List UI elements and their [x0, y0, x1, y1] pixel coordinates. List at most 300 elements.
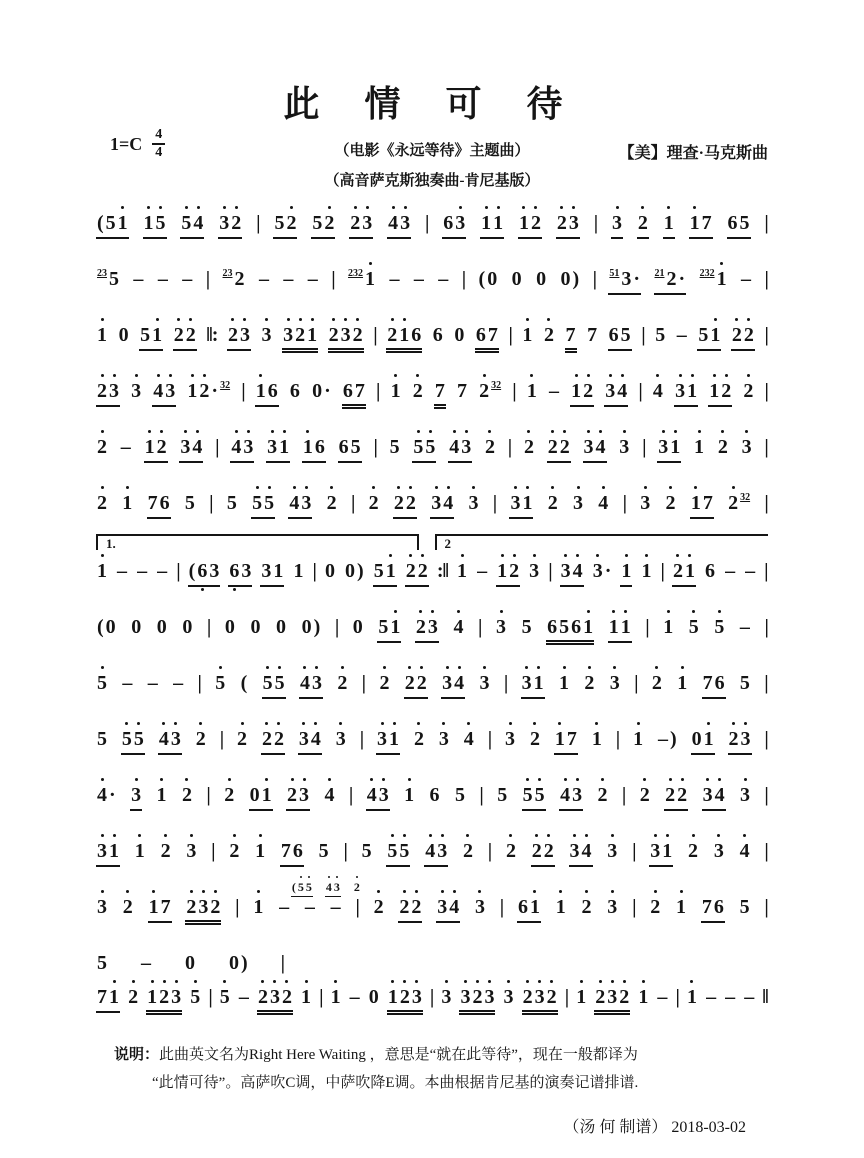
barline: | [638, 380, 642, 402]
music-line-14 [96, 952, 768, 978]
note-group: – [706, 986, 717, 1008]
barline: | [615, 728, 620, 750]
barline: | [373, 436, 377, 458]
note-group: 1 2 [144, 436, 168, 463]
note-group: – [117, 560, 128, 582]
note-group: 2 [505, 840, 516, 862]
volta-brackets [96, 534, 768, 550]
note-group: 3 1 [96, 840, 120, 867]
note-group: 232 1 [348, 268, 376, 290]
note-group: 3 1 [376, 728, 400, 755]
note-group: – [122, 672, 133, 694]
note-group: – [330, 896, 341, 918]
note-group: 2 2 [393, 492, 417, 519]
note-group: 5 1 [697, 324, 721, 351]
note-group: 1 [122, 492, 133, 514]
barline: | [764, 560, 768, 582]
note-group: – [279, 896, 290, 918]
note-group: 2 [337, 672, 348, 694]
music-line-11 [96, 784, 768, 810]
note-group: – [157, 560, 168, 582]
note-group: 5 4 [180, 212, 204, 239]
key-signature [110, 128, 165, 160]
note-group: 3 4 [179, 436, 203, 463]
note-group: 2 [160, 840, 171, 862]
note-group: 0 [324, 560, 335, 582]
note-group: 2 [237, 728, 248, 750]
barline: | [512, 380, 516, 402]
note-group: 5 [714, 616, 725, 638]
note-group: 3 [479, 672, 490, 694]
note-group: 1 1 [480, 212, 504, 239]
note-group: ( 5 5 [291, 880, 313, 897]
note-group: 3 1 [674, 380, 698, 407]
note-group: 5 [226, 492, 237, 514]
note-group: 6 3 [442, 212, 466, 239]
barline: | [424, 212, 429, 234]
note-group: 0 [511, 268, 522, 290]
barline: | [487, 728, 492, 750]
note-group: 4 3 [158, 728, 182, 755]
note-group: 1 [293, 560, 304, 582]
note-group: – [548, 380, 559, 402]
note-group: 0 [454, 324, 465, 346]
note-group: 7 6 [280, 840, 304, 867]
barline: ‖ [762, 986, 768, 1008]
note-group: 5 [389, 436, 400, 458]
barline: | [764, 840, 768, 862]
note-group: – [739, 616, 750, 638]
note-group: 4 [453, 616, 464, 638]
barline: | [508, 324, 512, 346]
barline: | [764, 728, 768, 750]
note-group: 5 1 [139, 324, 163, 351]
note-group: 4 3 [230, 436, 254, 463]
barline: | [548, 560, 552, 582]
note-group: ( 0 [478, 268, 498, 290]
note-group: 4 [652, 380, 663, 402]
note-group: 0 [536, 268, 547, 290]
note-group: 3 1 [521, 672, 545, 699]
note-group: 4 3 [325, 880, 341, 897]
subtitle-movie: （电影《永远等待》主题曲） [334, 143, 530, 159]
note-group: 5 [497, 784, 508, 806]
note-group: 6 7 [475, 324, 499, 353]
note-group: 2 2 [531, 840, 555, 867]
note-group: – [147, 672, 158, 694]
note-group: 7 6 [147, 492, 171, 519]
note-group: 5 [521, 616, 532, 638]
note-group: 2 [529, 728, 540, 750]
grace-note: 21 [654, 268, 665, 279]
barline: | [355, 896, 359, 918]
note-group: 3 [468, 492, 479, 514]
note-group: – [283, 268, 294, 290]
note-group: 0 1 [691, 728, 715, 755]
note-group: 2 [665, 492, 676, 514]
note-group: 2 [543, 324, 554, 346]
volta-label-2: 2 [444, 536, 452, 551]
time-numerator: 4 [152, 128, 165, 145]
note-group: 5 [655, 324, 666, 346]
note-group: 0 [185, 952, 195, 974]
note-group: 1 [97, 560, 107, 582]
barline: | [197, 672, 201, 694]
note-group: 3 [186, 840, 197, 862]
note-group: 3 [503, 986, 514, 1008]
barline: | [764, 212, 768, 234]
barline: | [764, 616, 768, 638]
barline: | [215, 436, 219, 458]
barline: | [592, 268, 596, 290]
barline: | [211, 840, 215, 862]
barline: | [632, 840, 636, 862]
note-group: 1 2 3 [387, 986, 423, 1015]
note-group: 6 5 [338, 436, 362, 463]
note-group: – [307, 268, 318, 290]
note-group: 4 [463, 728, 474, 750]
note-group: 3 [573, 492, 583, 514]
note-group: 3 [438, 728, 449, 750]
note-group: – [389, 268, 400, 290]
note-group: 2 [353, 880, 360, 894]
note-group: 1 [638, 986, 649, 1008]
note-group: 5 [97, 952, 107, 974]
note-group: 3 [713, 840, 724, 862]
music-line-12 [96, 840, 768, 866]
barline: :‖ [436, 560, 448, 582]
note-group: 2 [547, 492, 558, 514]
note-group: 3 [97, 896, 107, 918]
note-group: 4 3 [448, 436, 472, 463]
note-group: – [745, 560, 756, 582]
note-group: 7 6 [701, 896, 725, 923]
barline: | [312, 560, 316, 582]
time-signature [152, 128, 165, 160]
note-group: 4 3 [559, 784, 583, 811]
note-group: 0 · [312, 380, 331, 402]
note-group: 7 [565, 324, 577, 353]
barline: | [645, 616, 649, 638]
note-group: 3 4 [604, 380, 628, 407]
music-line-10 [96, 728, 768, 754]
note-group: 1 2 3 [146, 986, 182, 1015]
note-group: 1 [694, 436, 705, 458]
note-group: 5 [361, 840, 372, 862]
note-group: 6 5 [608, 324, 632, 351]
note-group: – [120, 436, 131, 458]
note-group: 0 [276, 616, 287, 638]
note-group: 6 5 [727, 212, 751, 239]
barline: | [632, 896, 636, 918]
note-group: 1 1 [608, 616, 632, 643]
footer-label: 说明： [114, 1047, 160, 1063]
note-group: 21 2 · [654, 268, 687, 295]
footer-text-1: 此曲英文名为Right Here Waiting ，意思是“就在此等待”，现在一般都译为 [159, 1047, 638, 1063]
note-group: 2 [584, 672, 595, 694]
barline: | [564, 986, 569, 1008]
barline: | [622, 492, 626, 514]
note-group: 1 7 [148, 896, 172, 923]
note-group: 2 2 [731, 324, 755, 351]
note-group: – [744, 986, 755, 1008]
note-group: – [438, 268, 449, 290]
note-group: 5 [454, 784, 465, 806]
note-group: 1 [576, 986, 587, 1008]
note-group: 5 5 [522, 784, 546, 811]
note-group: 2 2 [664, 784, 688, 811]
note-group: 2 [639, 784, 650, 806]
note-group: 1 [633, 728, 644, 750]
note-group: 3 4 [436, 896, 460, 923]
note-group: 1 2 [708, 380, 732, 407]
note-group: 2 3 2 [185, 896, 221, 925]
note-group: 5 5 [412, 436, 436, 463]
transcriber-credit: （汤 何 制谱） 2018-03-02 [563, 1118, 746, 1136]
barline: | [206, 616, 211, 638]
note-group: 6 5 6 1 [546, 616, 594, 645]
note-group: 2 2 [404, 672, 428, 699]
note-group: 2 3 [349, 212, 373, 239]
barline: | [280, 952, 285, 974]
note-group: 4 3 [387, 212, 411, 239]
note-group: 2 3 [96, 380, 120, 407]
note-group: 5 5 [262, 672, 286, 699]
page-title: 此 情 可 待 [283, 84, 581, 124]
note-group: 2 2 [398, 896, 422, 923]
barline: | [660, 560, 664, 582]
note-group: 1 6 [255, 380, 279, 407]
note-group: 3 [529, 560, 540, 582]
note-group: 5 [318, 840, 329, 862]
note-group: 5 [184, 492, 195, 514]
footer-line-2: “此情可待”。高萨吹C调，中萨吹降E调。本曲根据肯尼基的演奏记谱排谱. [152, 1074, 639, 1091]
note-group: 2 3 2 [594, 986, 630, 1015]
note-group: 7 6 [702, 672, 726, 699]
note-group: 3 [607, 896, 618, 918]
note-group: 3 4 [298, 728, 322, 755]
barline: | [764, 672, 768, 694]
header [96, 76, 768, 190]
note-group: 0 ) [229, 952, 248, 974]
note-group: 2 [97, 436, 107, 458]
note-group: 1 [330, 986, 341, 1008]
note-group: 5 [215, 672, 226, 694]
note-group: 5 [97, 672, 107, 694]
note-group: 5 [688, 616, 699, 638]
note-group: 2 2 [547, 436, 571, 463]
note-group: 2 2 [261, 728, 285, 755]
note-group: 7 1 [96, 986, 120, 1013]
note-group: 232 1 [699, 268, 727, 290]
barline: | [334, 616, 339, 638]
barline: | [764, 324, 768, 346]
note-group: 1 [686, 986, 697, 1008]
note-group: 4 [739, 840, 750, 862]
note-group: – [137, 560, 148, 582]
grace-note: 51 [609, 268, 620, 279]
note-group: 2 [743, 380, 754, 402]
note-group: 2 [413, 728, 424, 750]
barline: | [319, 986, 323, 1008]
score-sheet [96, 76, 768, 1137]
note-group: 3 [335, 728, 346, 750]
note-group: 0 [368, 986, 379, 1008]
music-line-15 [96, 986, 768, 1012]
subtitle-version: （高音萨克斯独奏曲-肯尼基版） [324, 173, 540, 189]
note-group: 0 [182, 616, 193, 638]
note-group: 3 1 [509, 492, 533, 519]
note-group: 1 [134, 840, 145, 862]
footer-note [96, 1042, 768, 1098]
note-group: 3 [607, 840, 618, 862]
note-group: 1 5 [143, 212, 167, 239]
barline: | [376, 380, 380, 402]
note-group: 1 7 [690, 492, 714, 519]
note-group: 2 [688, 840, 699, 862]
note-group: – [258, 268, 269, 290]
barline: | [331, 268, 335, 290]
barline: | [241, 380, 245, 402]
barline: | [507, 436, 512, 458]
note-group: – [133, 268, 144, 290]
time-denominator: 4 [155, 145, 163, 160]
footer-line-1 [114, 1042, 768, 1070]
note-group: 3 [505, 728, 516, 750]
music-line-3 [96, 324, 768, 350]
note-group: 0 [118, 324, 129, 346]
note-group: 5 [739, 672, 750, 694]
note-group: 1 7 [689, 212, 713, 239]
note-group: 2 3 2 [257, 986, 293, 1015]
note-group: 1 [301, 986, 312, 1008]
barline: | [343, 840, 347, 862]
grace-note: 32 [491, 380, 502, 391]
barline: | [499, 896, 504, 918]
note-group: 1 [591, 728, 602, 750]
note-group: – [657, 986, 668, 1008]
note-group: ( 6 3 [188, 560, 221, 587]
note-group: ( 5 1 [96, 212, 129, 239]
barline: | [479, 784, 483, 806]
note-group: 3 2 [218, 212, 242, 239]
note-group: 0 ) [345, 560, 364, 582]
barline: | [764, 268, 768, 290]
note-group: 1 [620, 560, 632, 587]
note-group: 3 4 [569, 840, 593, 867]
note-group: 3 1 [266, 436, 290, 463]
barline: | [593, 212, 598, 234]
note-group: – [725, 560, 736, 582]
note-group: 3 2 1 [282, 324, 318, 353]
note-group: 4 3 [299, 672, 323, 699]
note-group: – [141, 952, 151, 974]
note-group: 0 [250, 616, 261, 638]
barline: | [764, 380, 768, 402]
note-group: 3 [496, 616, 506, 638]
note-group: 2 [597, 784, 608, 806]
note-group: 3 [131, 380, 142, 402]
note-group: 2 32 [479, 380, 502, 402]
note-group: 4 3 [424, 840, 448, 867]
note-group: 4 3 [152, 380, 176, 407]
barline: | [641, 324, 645, 346]
barline: | [764, 784, 768, 806]
note-group: 51 3 · [608, 268, 641, 295]
note-group: 1 [676, 896, 687, 918]
barline: | [675, 986, 679, 1008]
note-group: 1 [156, 784, 167, 806]
barline: | [621, 784, 626, 806]
note-group: 3 [619, 436, 630, 458]
barline: | [350, 492, 355, 514]
note-group: 5 [739, 896, 750, 918]
note-group: 1 2 [518, 212, 542, 239]
music-line-2 [96, 268, 768, 294]
note-group: 7 [456, 380, 467, 402]
note-group: 1 [641, 560, 652, 582]
music-line-8 [96, 616, 768, 642]
note-group: – [349, 986, 360, 1008]
note-group: 3 [130, 784, 142, 811]
note-group: 4 [324, 784, 335, 806]
note-group: 3 4 [583, 436, 607, 463]
note-group: 1 [522, 324, 533, 346]
barline: | [256, 212, 260, 234]
note-group: 1 [555, 896, 566, 918]
note-group: 3 [441, 986, 452, 1008]
barline: | [461, 268, 466, 290]
note-group: 6 3 [228, 560, 252, 587]
note-group: 1 6 [302, 436, 326, 463]
note-group: 4 [598, 492, 609, 514]
note-group: 6 1 [517, 896, 541, 923]
note-group: 1 [253, 896, 264, 918]
note-group: – [741, 268, 752, 290]
note-group: – [477, 560, 488, 582]
note-group: 5 2 [273, 212, 297, 239]
note-group: 3 4 [560, 560, 584, 587]
note-group: 3 [261, 324, 272, 346]
note-group: 2 [484, 436, 495, 458]
key-label: 1=C [110, 133, 143, 154]
music-line-13 [96, 880, 768, 922]
note-group: 2 [122, 896, 133, 918]
note-group: 2 3 2 [328, 324, 364, 353]
grace-note: 232 [348, 268, 364, 279]
barline: | [208, 986, 212, 1008]
note-group: 0 [131, 616, 142, 638]
note-group: 5 1 [377, 616, 401, 643]
barline: | [359, 728, 364, 750]
note-group: 1 [457, 560, 468, 582]
note-group: 1 [663, 616, 674, 638]
volta-bracket-1 [96, 534, 419, 550]
note-group: 1 2 · 32 [187, 380, 231, 402]
barline: | [209, 492, 213, 514]
note-group: 5 [219, 986, 230, 1008]
note-group: 2 [379, 672, 390, 694]
music-line-9 [96, 672, 768, 698]
note-group: ( 0 [97, 616, 116, 638]
note-group: 1 7 [554, 728, 578, 755]
note-group: 1 [255, 840, 266, 862]
note-group: 23 2 [222, 268, 245, 290]
note-group: 23 5 [97, 268, 119, 290]
note-group: 6 [429, 784, 440, 806]
note-group: 2 [326, 492, 337, 514]
barline: | [373, 324, 377, 346]
